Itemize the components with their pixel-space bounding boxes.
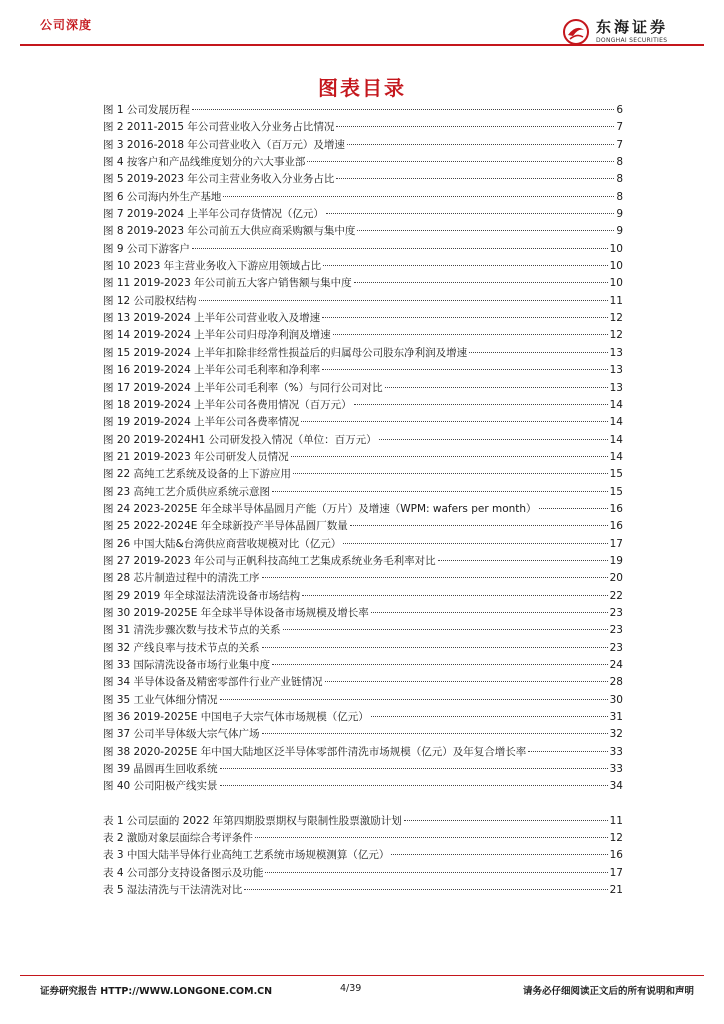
dot-leader bbox=[539, 508, 608, 509]
figure-entry-label: 图 14 2019-2024 上半年公司归母净利润及增速 bbox=[103, 329, 331, 342]
figure-entry-page: 33 bbox=[609, 745, 623, 758]
figure-entry-page: 31 bbox=[609, 711, 623, 724]
logo-english-name: DONGHAI SECURITIES bbox=[596, 37, 668, 44]
table-entry[interactable] bbox=[103, 865, 623, 882]
dot-leader bbox=[265, 872, 607, 873]
figure-entry-page: 30 bbox=[609, 693, 623, 706]
figure-entry[interactable] bbox=[103, 449, 623, 466]
dot-leader bbox=[293, 473, 608, 474]
figure-entry-page: 34 bbox=[609, 780, 623, 793]
dot-leader bbox=[262, 577, 608, 578]
figure-entry-page: 7 bbox=[616, 121, 623, 134]
figure-entry-page: 16 bbox=[609, 520, 623, 533]
page-title: 图表目录 bbox=[318, 76, 406, 100]
figure-entry[interactable] bbox=[103, 223, 623, 240]
dot-leader bbox=[404, 820, 608, 821]
figure-entry-page: 13 bbox=[609, 364, 623, 377]
figure-entry[interactable] bbox=[103, 432, 623, 449]
figure-entry-label: 图 6 公司海内外生产基地 bbox=[103, 190, 222, 203]
figure-entry[interactable] bbox=[103, 241, 623, 258]
dot-leader bbox=[438, 560, 608, 561]
figure-entry-page: 9 bbox=[616, 208, 623, 221]
dot-leader bbox=[333, 334, 608, 335]
figure-entry-label: 图 30 2019-2025E 年全球半导体设备市场规模及增长率 bbox=[103, 606, 369, 619]
figure-entry-page: 14 bbox=[609, 433, 623, 446]
figure-entry-page: 10 bbox=[609, 277, 623, 290]
dot-leader bbox=[357, 230, 614, 231]
table-entry[interactable] bbox=[103, 847, 623, 864]
dot-leader bbox=[291, 456, 608, 457]
dot-leader bbox=[192, 109, 614, 110]
figure-entry[interactable] bbox=[103, 345, 623, 362]
figure-entry[interactable] bbox=[103, 744, 623, 761]
figure-entry[interactable] bbox=[103, 466, 623, 483]
company-logo bbox=[562, 18, 712, 46]
dot-leader bbox=[354, 404, 608, 405]
dot-leader bbox=[272, 664, 608, 665]
figure-entry[interactable] bbox=[103, 258, 623, 275]
footer-divider bbox=[20, 975, 704, 976]
figure-entry-label: 图 17 2019-2024 上半年公司毛利率（%）与同行公司对比 bbox=[103, 381, 383, 394]
header-divider bbox=[20, 44, 704, 46]
figure-entry-label: 图 36 2019-2025E 中国电子大宗气体市场规模（亿元） bbox=[103, 711, 369, 724]
figure-entry[interactable] bbox=[103, 674, 623, 691]
page-number: 4/39 bbox=[340, 983, 362, 994]
figure-entry-page: 23 bbox=[609, 624, 623, 637]
dot-leader bbox=[223, 196, 614, 197]
dot-leader bbox=[220, 699, 608, 700]
table-entry-page: 21 bbox=[609, 884, 623, 897]
figure-entry[interactable] bbox=[103, 778, 623, 795]
dot-leader bbox=[350, 525, 608, 526]
figure-entry[interactable] bbox=[103, 206, 623, 223]
figure-entry-label: 图 8 2019-2023 年公司前五大供应商采购额与集中度 bbox=[103, 225, 356, 238]
figure-entry[interactable] bbox=[103, 102, 623, 119]
figure-entry-page: 16 bbox=[609, 502, 623, 515]
dot-leader bbox=[220, 768, 608, 769]
table-entry-page: 11 bbox=[609, 814, 623, 827]
figure-entry-label: 图 20 2019-2024H1 公司研发投入情况（单位：百万元） bbox=[103, 433, 377, 446]
figure-entry[interactable] bbox=[103, 293, 623, 310]
figure-entry-label: 图 25 2022-2024E 年全球新投产半导体晶圆厂数量 bbox=[103, 520, 348, 533]
figure-entry-page: 12 bbox=[609, 312, 623, 325]
figure-entry[interactable] bbox=[103, 171, 623, 188]
figure-entry-page: 17 bbox=[609, 537, 623, 550]
donghai-logo-icon bbox=[562, 18, 590, 46]
dot-leader bbox=[336, 126, 614, 127]
figure-entry[interactable] bbox=[103, 137, 623, 154]
figure-entry[interactable] bbox=[103, 726, 623, 743]
table-list bbox=[103, 813, 623, 900]
figure-entry[interactable] bbox=[103, 553, 623, 570]
figure-entry-label: 图 27 2019-2023 年公司与正帆科技高纯工艺集成系统业务毛利率对比 bbox=[103, 554, 436, 567]
dot-leader bbox=[262, 733, 608, 734]
figure-entry[interactable] bbox=[103, 484, 623, 501]
figure-entry-page: 13 bbox=[609, 381, 623, 394]
figure-entry-page: 33 bbox=[609, 763, 623, 776]
figure-entry[interactable] bbox=[103, 189, 623, 206]
figure-entry-label: 图 16 2019-2024 上半年公司毛利率和净利率 bbox=[103, 364, 321, 377]
figure-entry-label: 图 18 2019-2024 上半年公司各费用情况（百万元） bbox=[103, 398, 352, 411]
figure-entry[interactable] bbox=[103, 536, 623, 553]
figure-entry[interactable] bbox=[103, 605, 623, 622]
dot-leader bbox=[354, 282, 608, 283]
figure-entry-label: 图 40 公司阳极产线实景 bbox=[103, 780, 218, 793]
dot-leader bbox=[528, 751, 607, 752]
table-entry-page: 16 bbox=[609, 849, 623, 862]
figure-entry-label: 图 7 2019-2024 上半年公司存货情况（亿元） bbox=[103, 208, 324, 221]
figure-entry-label: 图 13 2019-2024 上半年公司营业收入及增速 bbox=[103, 312, 321, 325]
figure-entry[interactable] bbox=[103, 362, 623, 379]
dot-leader bbox=[302, 595, 608, 596]
figure-entry-page: 24 bbox=[609, 659, 623, 671]
figure-entry-page: 8 bbox=[616, 156, 623, 169]
figure-entry-label: 图 38 2020-2025E 年中国大陆地区泛半导体零部件清洗市场规模（亿元）及年复合增长率 bbox=[103, 745, 527, 758]
figure-entry[interactable] bbox=[103, 692, 623, 709]
table-entry[interactable] bbox=[103, 882, 623, 899]
figure-entry-label: 图 32 产线良率与技术节点的关系 bbox=[103, 641, 260, 654]
figure-list bbox=[103, 102, 623, 796]
figure-entry[interactable] bbox=[103, 640, 623, 657]
dot-leader bbox=[262, 647, 608, 648]
figure-entry-label: 图 35 工业气体细分情况 bbox=[103, 693, 218, 706]
table-entry-page: 17 bbox=[609, 866, 623, 879]
figure-entry-label: 图 5 2019-2023 年公司主营业务收入分业务占比 bbox=[103, 173, 335, 186]
figure-entry[interactable] bbox=[103, 327, 623, 344]
figure-entry-label: 图 1 公司发展历程 bbox=[103, 104, 190, 116]
figure-entry[interactable] bbox=[103, 657, 623, 674]
logo-chinese-name: 东海证券 bbox=[596, 18, 669, 36]
dot-leader bbox=[301, 421, 608, 422]
figure-entry-label: 图 34 半导体设备及精密零部件行业产业链情况 bbox=[103, 676, 323, 689]
figure-entry-page: 20 bbox=[609, 572, 623, 585]
dot-leader bbox=[343, 543, 607, 544]
figure-entry-label: 图 2 2011-2015 年公司营业收入分业务占比情况 bbox=[103, 121, 335, 134]
dot-leader bbox=[379, 439, 608, 440]
figure-entry-label: 图 12 公司股权结构 bbox=[103, 294, 197, 307]
figure-entry-page: 13 bbox=[609, 346, 623, 359]
figure-entry-page: 14 bbox=[609, 416, 623, 429]
figure-entry-page: 28 bbox=[609, 676, 623, 689]
figure-entry[interactable] bbox=[103, 570, 623, 587]
figure-entry-label: 图 22 高纯工艺系统及设备的上下游应用 bbox=[103, 468, 292, 481]
dot-leader bbox=[192, 248, 608, 249]
dot-leader bbox=[391, 854, 607, 855]
dot-leader bbox=[322, 369, 608, 370]
dot-leader bbox=[469, 352, 608, 353]
footer-report-label[interactable]: 证券研究报告 HTTP://WWW.LONGONE.COM.CN bbox=[40, 986, 273, 997]
dot-leader bbox=[272, 491, 608, 492]
figure-entry-page: 8 bbox=[616, 173, 623, 186]
dot-leader bbox=[307, 161, 614, 162]
figure-entry-label: 图 37 公司半导体级大宗气体广场 bbox=[103, 728, 260, 741]
table-entry-label: 表 2 激励对象层面综合考评条件 bbox=[103, 832, 253, 845]
figure-entry[interactable] bbox=[103, 709, 623, 726]
dot-leader bbox=[325, 681, 608, 682]
figure-entry-page: 12 bbox=[609, 329, 623, 342]
section-tag: 公司深度 bbox=[40, 18, 93, 32]
figure-entry[interactable] bbox=[103, 310, 623, 327]
figure-entry-page: 11 bbox=[609, 294, 623, 307]
dot-leader bbox=[199, 300, 608, 301]
table-entry[interactable] bbox=[103, 830, 623, 847]
figure-entry-label: 图 33 国际清洗设备市场行业集中度 bbox=[103, 659, 271, 671]
dot-leader bbox=[220, 785, 608, 786]
dot-leader bbox=[336, 178, 614, 179]
figure-entry-page: 6 bbox=[616, 104, 623, 116]
figure-entry-page: 32 bbox=[609, 728, 623, 741]
figure-entry-label: 图 21 2019-2023 年公司研发人员情况 bbox=[103, 450, 289, 463]
dot-leader bbox=[255, 837, 608, 838]
figure-entry-page: 19 bbox=[609, 554, 623, 567]
dot-leader bbox=[322, 317, 608, 318]
table-entry-label: 表 3 中国大陆半导体行业高纯工艺系统市场规模测算（亿元） bbox=[103, 849, 390, 862]
table-entry-page: 12 bbox=[609, 832, 623, 845]
figure-entry[interactable] bbox=[103, 518, 623, 535]
dot-leader bbox=[371, 716, 608, 717]
figure-entry-label: 图 39 晶圆再生回收系统 bbox=[103, 763, 218, 776]
figure-entry[interactable] bbox=[103, 588, 623, 605]
figure-entry-label: 图 24 2023-2025E 年全球半导体晶圆月产能（万片）及增速（WPM: wafers per month） bbox=[103, 502, 537, 515]
list-spacer bbox=[103, 796, 623, 813]
figure-entry-label: 图 11 2019-2023 年公司前五大客户销售额与集中度 bbox=[103, 277, 352, 290]
figure-entry[interactable] bbox=[103, 154, 623, 171]
table-entry-label: 表 1 公司层面的 2022 年第四期股票期权与限制性股票激励计划 bbox=[103, 814, 402, 827]
dot-leader bbox=[283, 629, 608, 630]
dot-leader bbox=[385, 387, 608, 388]
table-entry-label: 表 4 公司部分支持设备图示及功能 bbox=[103, 866, 264, 879]
figure-entry-label: 图 4 按客户和产品线维度划分的六大事业部 bbox=[103, 156, 306, 169]
figure-entry[interactable] bbox=[103, 380, 623, 397]
figure-entry-page: 23 bbox=[609, 606, 623, 619]
figure-entry-label: 图 9 公司下游客户 bbox=[103, 242, 190, 255]
figure-entry-label: 图 10 2023 年主营业务收入下游应用领域占比 bbox=[103, 260, 322, 273]
figure-entry[interactable] bbox=[103, 501, 623, 518]
figure-entry-label: 图 31 清洗步骤次数与技术节点的关系 bbox=[103, 624, 281, 637]
dot-leader bbox=[347, 144, 614, 145]
figure-entry-label: 图 29 2019 年全球湿法清洗设备市场结构 bbox=[103, 589, 301, 602]
figure-entry[interactable] bbox=[103, 119, 623, 136]
figure-entry-page: 15 bbox=[609, 485, 623, 498]
figure-entry-page: 10 bbox=[609, 260, 623, 273]
figure-entry-label: 图 28 芯片制造过程中的清洗工序 bbox=[103, 572, 260, 585]
figure-entry[interactable] bbox=[103, 622, 623, 639]
figure-entry-page: 9 bbox=[616, 225, 623, 238]
figure-entry-page: 14 bbox=[609, 450, 623, 463]
dot-leader bbox=[326, 213, 614, 214]
figure-entry-page: 10 bbox=[609, 242, 623, 255]
figure-entry-page: 22 bbox=[609, 589, 623, 602]
dot-leader bbox=[371, 612, 608, 613]
table-of-figures bbox=[103, 102, 623, 899]
dot-leader bbox=[323, 265, 608, 266]
figure-entry[interactable] bbox=[103, 761, 623, 778]
table-entry[interactable] bbox=[103, 813, 623, 830]
figure-entry-label: 图 19 2019-2024 上半年公司各费率情况 bbox=[103, 416, 300, 429]
table-entry-label: 表 5 湿法清洗与干法清洗对比 bbox=[103, 884, 243, 897]
figure-entry[interactable] bbox=[103, 414, 623, 431]
figure-entry-page: 15 bbox=[609, 468, 623, 481]
figure-entry-label: 图 26 中国大陆&台湾供应商营收规模对比（亿元） bbox=[103, 537, 342, 550]
figure-entry-page: 14 bbox=[609, 398, 623, 411]
figure-entry-label: 图 15 2019-2024 上半年扣除非经常性损益后的归属母公司股东净利润及增速 bbox=[103, 346, 468, 359]
footer-disclaimer: 请务必仔细阅读正文后的所有说明和声明 bbox=[522, 986, 694, 997]
figure-entry-page: 8 bbox=[616, 190, 623, 203]
figure-entry[interactable] bbox=[103, 275, 623, 292]
figure-entry-label: 图 3 2016-2018 年公司营业收入（百万元）及增速 bbox=[103, 138, 345, 151]
figure-entry[interactable] bbox=[103, 397, 623, 414]
figure-entry-page: 23 bbox=[609, 641, 623, 654]
dot-leader bbox=[244, 889, 607, 890]
figure-entry-page: 7 bbox=[616, 138, 623, 151]
figure-entry-label: 图 23 高纯工艺介质供应系统示意图 bbox=[103, 485, 271, 498]
